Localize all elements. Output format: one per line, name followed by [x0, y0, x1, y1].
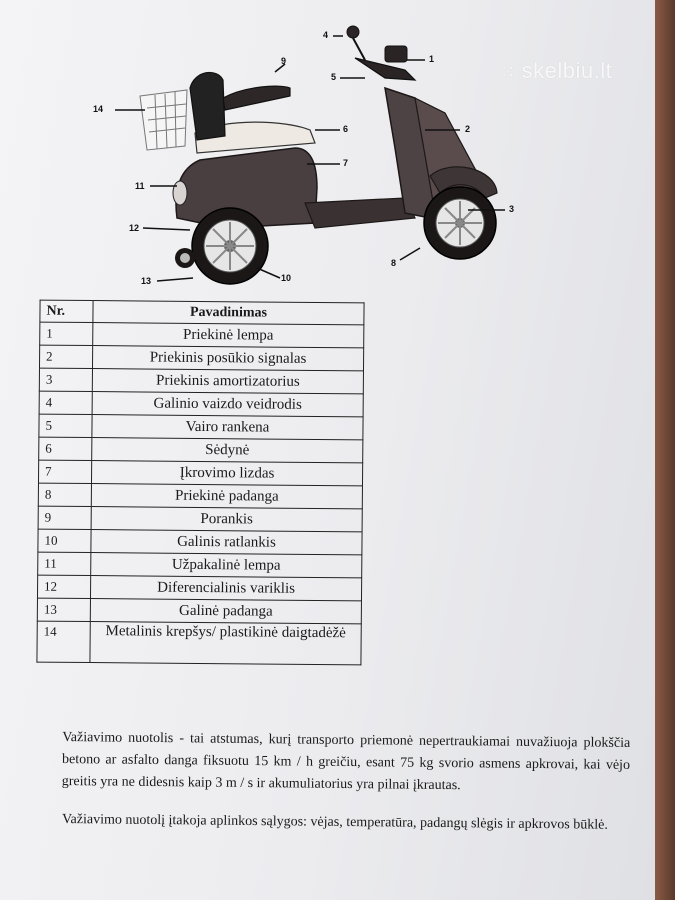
row-name: Priekinis posūkio signalas — [92, 346, 363, 371]
table-row — [37, 621, 361, 665]
row-name: Galinė padanga — [90, 599, 361, 624]
row-name: Priekinis amortizatorius — [92, 369, 363, 394]
header-name: Pavadinimas — [93, 301, 364, 325]
parts-table — [36, 300, 364, 666]
row-name: Įkrovimo lizdas — [91, 461, 362, 486]
row-name: Diferencialinis variklis — [90, 576, 361, 601]
row-name: Metalinis krepšys/ plastikinė daigtadėžė — [90, 622, 361, 665]
row-nr: 6 — [39, 437, 92, 460]
row-name: Priekinė lempa — [93, 323, 364, 348]
callout-8: 8 — [391, 258, 397, 268]
table-row — [38, 460, 362, 486]
callout-3: 3 — [509, 204, 515, 214]
table-header-row — [40, 300, 364, 325]
scooter-illustration — [85, 18, 525, 293]
row-nr: 4 — [39, 391, 92, 414]
row-name: Galinis ratlankis — [91, 530, 362, 555]
table-row — [37, 575, 361, 601]
callout-12: 12 — [129, 223, 140, 233]
row-nr: 9 — [38, 506, 91, 529]
row-nr: 5 — [39, 414, 92, 437]
row-nr: 10 — [38, 529, 91, 552]
range-factors-paragraph: Važiavimo nuotolį įtakoja aplinkos sąlygos: vėjas, temperatūra, padangų slėgis ir apkrovos būklė. — [61, 812, 608, 833]
callout-5: 5 — [331, 72, 337, 82]
row-nr: 2 — [39, 345, 92, 368]
row-name: Porankis — [91, 507, 362, 532]
callout-4: 4 — [323, 30, 329, 40]
callout-11: 11 — [135, 181, 145, 191]
header-nr: Nr. — [40, 300, 93, 322]
range-definition-paragraph: Važiavimo nuotolis - tai atstumas, kurį transporto priemonė nepertraukiamai nuvažiuoja plokščia betono ar asfalto danga fiksuotu 15 km / h greičiu, esant 75 kg svorio asmens apkrovai, kai vėjo greitis yra ne didesnis kaip 3 m / s ir akumuliatorius yra pilnai įkrautas. — [61, 730, 631, 794]
row-nr: 12 — [37, 575, 90, 598]
callout-1: 1 — [429, 54, 435, 64]
callout-6: 6 — [343, 124, 349, 134]
row-nr: 11 — [38, 552, 91, 575]
table-row — [37, 598, 361, 624]
row-nr: 8 — [38, 483, 91, 506]
scooter-diagram — [85, 18, 525, 293]
callout-2: 2 — [465, 124, 471, 134]
row-name: Užpakalinė lempa — [91, 553, 362, 578]
table-row — [38, 506, 362, 532]
table-row — [39, 345, 363, 371]
watermark-logo-icon: ⁙ — [500, 62, 516, 82]
row-name: Vairo rankena — [92, 415, 363, 440]
table-row — [38, 483, 362, 509]
row-nr: 1 — [40, 322, 93, 345]
table-row — [38, 552, 362, 578]
background-edge — [655, 0, 675, 900]
callout-7: 7 — [343, 158, 349, 168]
table-row — [39, 437, 363, 463]
row-nr: 14 — [37, 621, 90, 662]
row-nr: 13 — [37, 598, 90, 621]
table-row — [40, 322, 364, 348]
callout-14: 14 — [93, 104, 104, 114]
row-name: Galinio vaizdo veidrodis — [92, 392, 363, 417]
row-name: Priekinė padanga — [91, 484, 362, 509]
watermark-text: skelbiu.lt — [521, 58, 613, 83]
callout-10: 10 — [281, 273, 292, 283]
callout-13: 13 — [141, 276, 152, 286]
row-nr: 7 — [38, 460, 91, 483]
table-row — [39, 414, 363, 440]
table-row — [39, 368, 363, 394]
row-name: Sėdynė — [92, 438, 363, 463]
table-row — [38, 529, 362, 555]
callout-9: 9 — [281, 56, 287, 66]
row-nr: 3 — [39, 368, 92, 391]
table-row — [39, 391, 363, 417]
